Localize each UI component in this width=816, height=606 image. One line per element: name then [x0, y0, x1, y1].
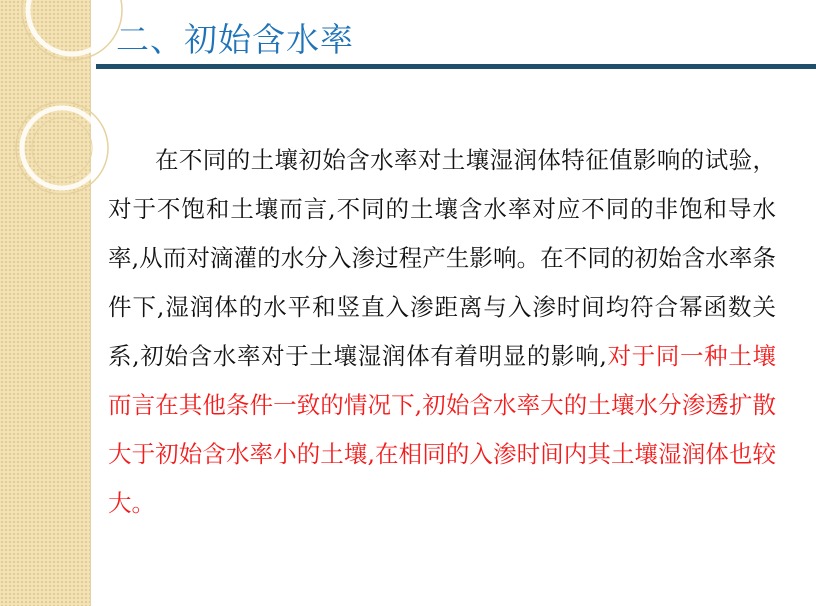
- paragraph-text: 在不同的土壤初始含水率对土壤湿润体特征值影响的试验，对于不饱和土壤而言,不同的土壤含水率对应不同的非饱和导水率,从而对滴灌的水分入渗过程产生影响。在不同的初始含水率条件下,湿润体的水平和竖直入渗距离与入渗时间均符合幂函数关系,初始含水率对于土壤湿润体有着明显的影响,: [108, 146, 776, 370]
- body-paragraph: [108, 136, 776, 528]
- highlighted-text: 对于同一种土壤而言在其他条件一致的情况下,初始含水率大的土壤水分渗透扩散大于初始含水率小的土壤,在相同的入渗时间内其土壤湿润体也较大。: [108, 342, 776, 517]
- title-underline: [96, 64, 816, 69]
- slide-title: 二、初始含水率: [116, 20, 354, 59]
